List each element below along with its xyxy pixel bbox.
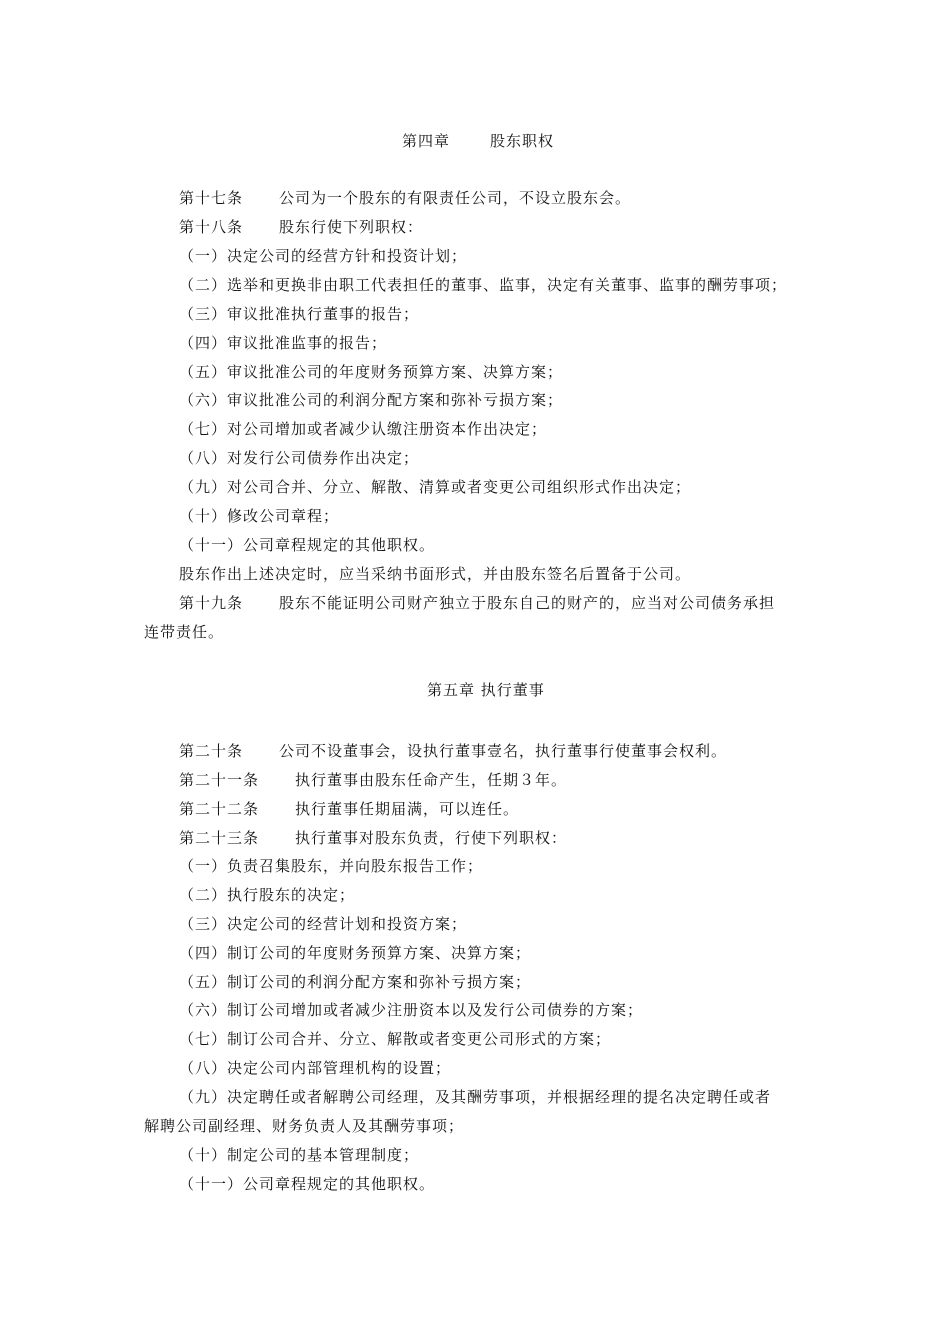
list-item: （八）对发行公司债券作出决定； xyxy=(179,449,420,467)
list-item: （八）决定公司内部管理机构的设置； xyxy=(179,1059,452,1077)
list-item: （二）选举和更换非由职工代表担任的董事、监事，决定有关董事、监事的酬劳事项； xyxy=(179,276,788,294)
list-item: （四）审议批准监事的报告； xyxy=(179,334,388,352)
shareholder-decision-note: 股东作出上述决定时，应当采纳书面形式，并由股东签名后置备于公司。 xyxy=(179,565,692,583)
list-item: （三）审议批准执行董事的报告； xyxy=(179,305,420,323)
article-20-text: 公司不设董事会，设执行董事壹名，执行董事行使董事会权利。 xyxy=(279,742,728,760)
article-18-text: 股东行使下列职权： xyxy=(279,218,424,236)
list-item: （十）修改公司章程； xyxy=(179,507,340,525)
list-item: （三）决定公司的经营计划和投资方案； xyxy=(179,915,468,933)
list-item: （十）制定公司的基本管理制度； xyxy=(179,1146,420,1164)
article-21-text: 执行董事由股东任命产生，任期３年。 xyxy=(295,771,568,789)
list-item: （七）对公司增加或者减少认缴注册资本作出决定； xyxy=(179,420,548,438)
article-19-text: 股东不能证明公司财产独立于股东自己的财产的，应当对公司债务承担 xyxy=(279,594,776,612)
chapter-4-title: 股东职权 xyxy=(490,132,555,150)
list-item: （一）决定公司的经营方针和投资计划； xyxy=(179,247,468,265)
article-17-label: 第十七条 xyxy=(179,189,244,207)
list-item: （九）对公司合并、分立、解散、清算或者变更公司组织形式作出决定； xyxy=(179,478,692,496)
article-20-label: 第二十条 xyxy=(179,742,244,760)
article-19 xyxy=(179,593,775,613)
article-17-text: 公司为一个股东的有限责任公司，不设立股东会。 xyxy=(279,189,632,207)
list-item: （十一）公司章程规定的其他职权。 xyxy=(179,536,436,554)
list-item: （十一）公司章程规定的其他职权。 xyxy=(179,1175,436,1193)
list-item: （五）制订公司的利润分配方案和弥补亏损方案； xyxy=(179,973,532,991)
list-item: （一）负责召集股东，并向股东报告工作； xyxy=(179,857,484,875)
article-18 xyxy=(179,217,423,237)
article-22 xyxy=(179,799,519,819)
article-19-continuation: 连带责任。 xyxy=(144,623,225,641)
article-23 xyxy=(179,828,567,848)
list-item: （二）执行股东的决定； xyxy=(179,886,356,904)
chapter-4-number: 第四章 xyxy=(402,132,451,150)
article-21-label: 第二十一条 xyxy=(179,771,260,789)
list-item: （六）制订公司增加或者减少注册资本以及发行公司债券的方案； xyxy=(179,1001,644,1019)
article-20 xyxy=(179,741,727,761)
list-item: （七）制订公司合并、分立、解散或者变更公司形式的方案； xyxy=(179,1030,612,1048)
list-item: （六）审议批准公司的利润分配方案和弥补亏损方案； xyxy=(179,391,564,409)
list-item: （四）制订公司的年度财务预算方案、决算方案； xyxy=(179,944,532,962)
list-item-continuation: 解聘公司副经理、财务负责人及其酬劳事项； xyxy=(144,1117,465,1135)
chapter-4-heading xyxy=(402,131,554,151)
article-19-label: 第十九条 xyxy=(179,594,244,612)
article-23-text: 执行董事对股东负责，行使下列职权： xyxy=(295,829,568,847)
list-item: （五）审议批准公司的年度财务预算方案、决算方案； xyxy=(179,363,564,381)
list-item: （九）决定聘任或者解聘公司经理，及其酬劳事项，并根据经理的提名决定聘任或者 xyxy=(179,1088,772,1106)
article-22-text: 执行董事任期届满，可以连任。 xyxy=(295,800,520,818)
article-18-label: 第十八条 xyxy=(179,218,244,236)
article-17 xyxy=(179,188,631,208)
article-21 xyxy=(179,770,567,790)
article-23-label: 第二十三条 xyxy=(179,829,260,847)
chapter-5-heading: 第五章 执行董事 xyxy=(427,681,545,699)
article-22-label: 第二十二条 xyxy=(179,800,260,818)
